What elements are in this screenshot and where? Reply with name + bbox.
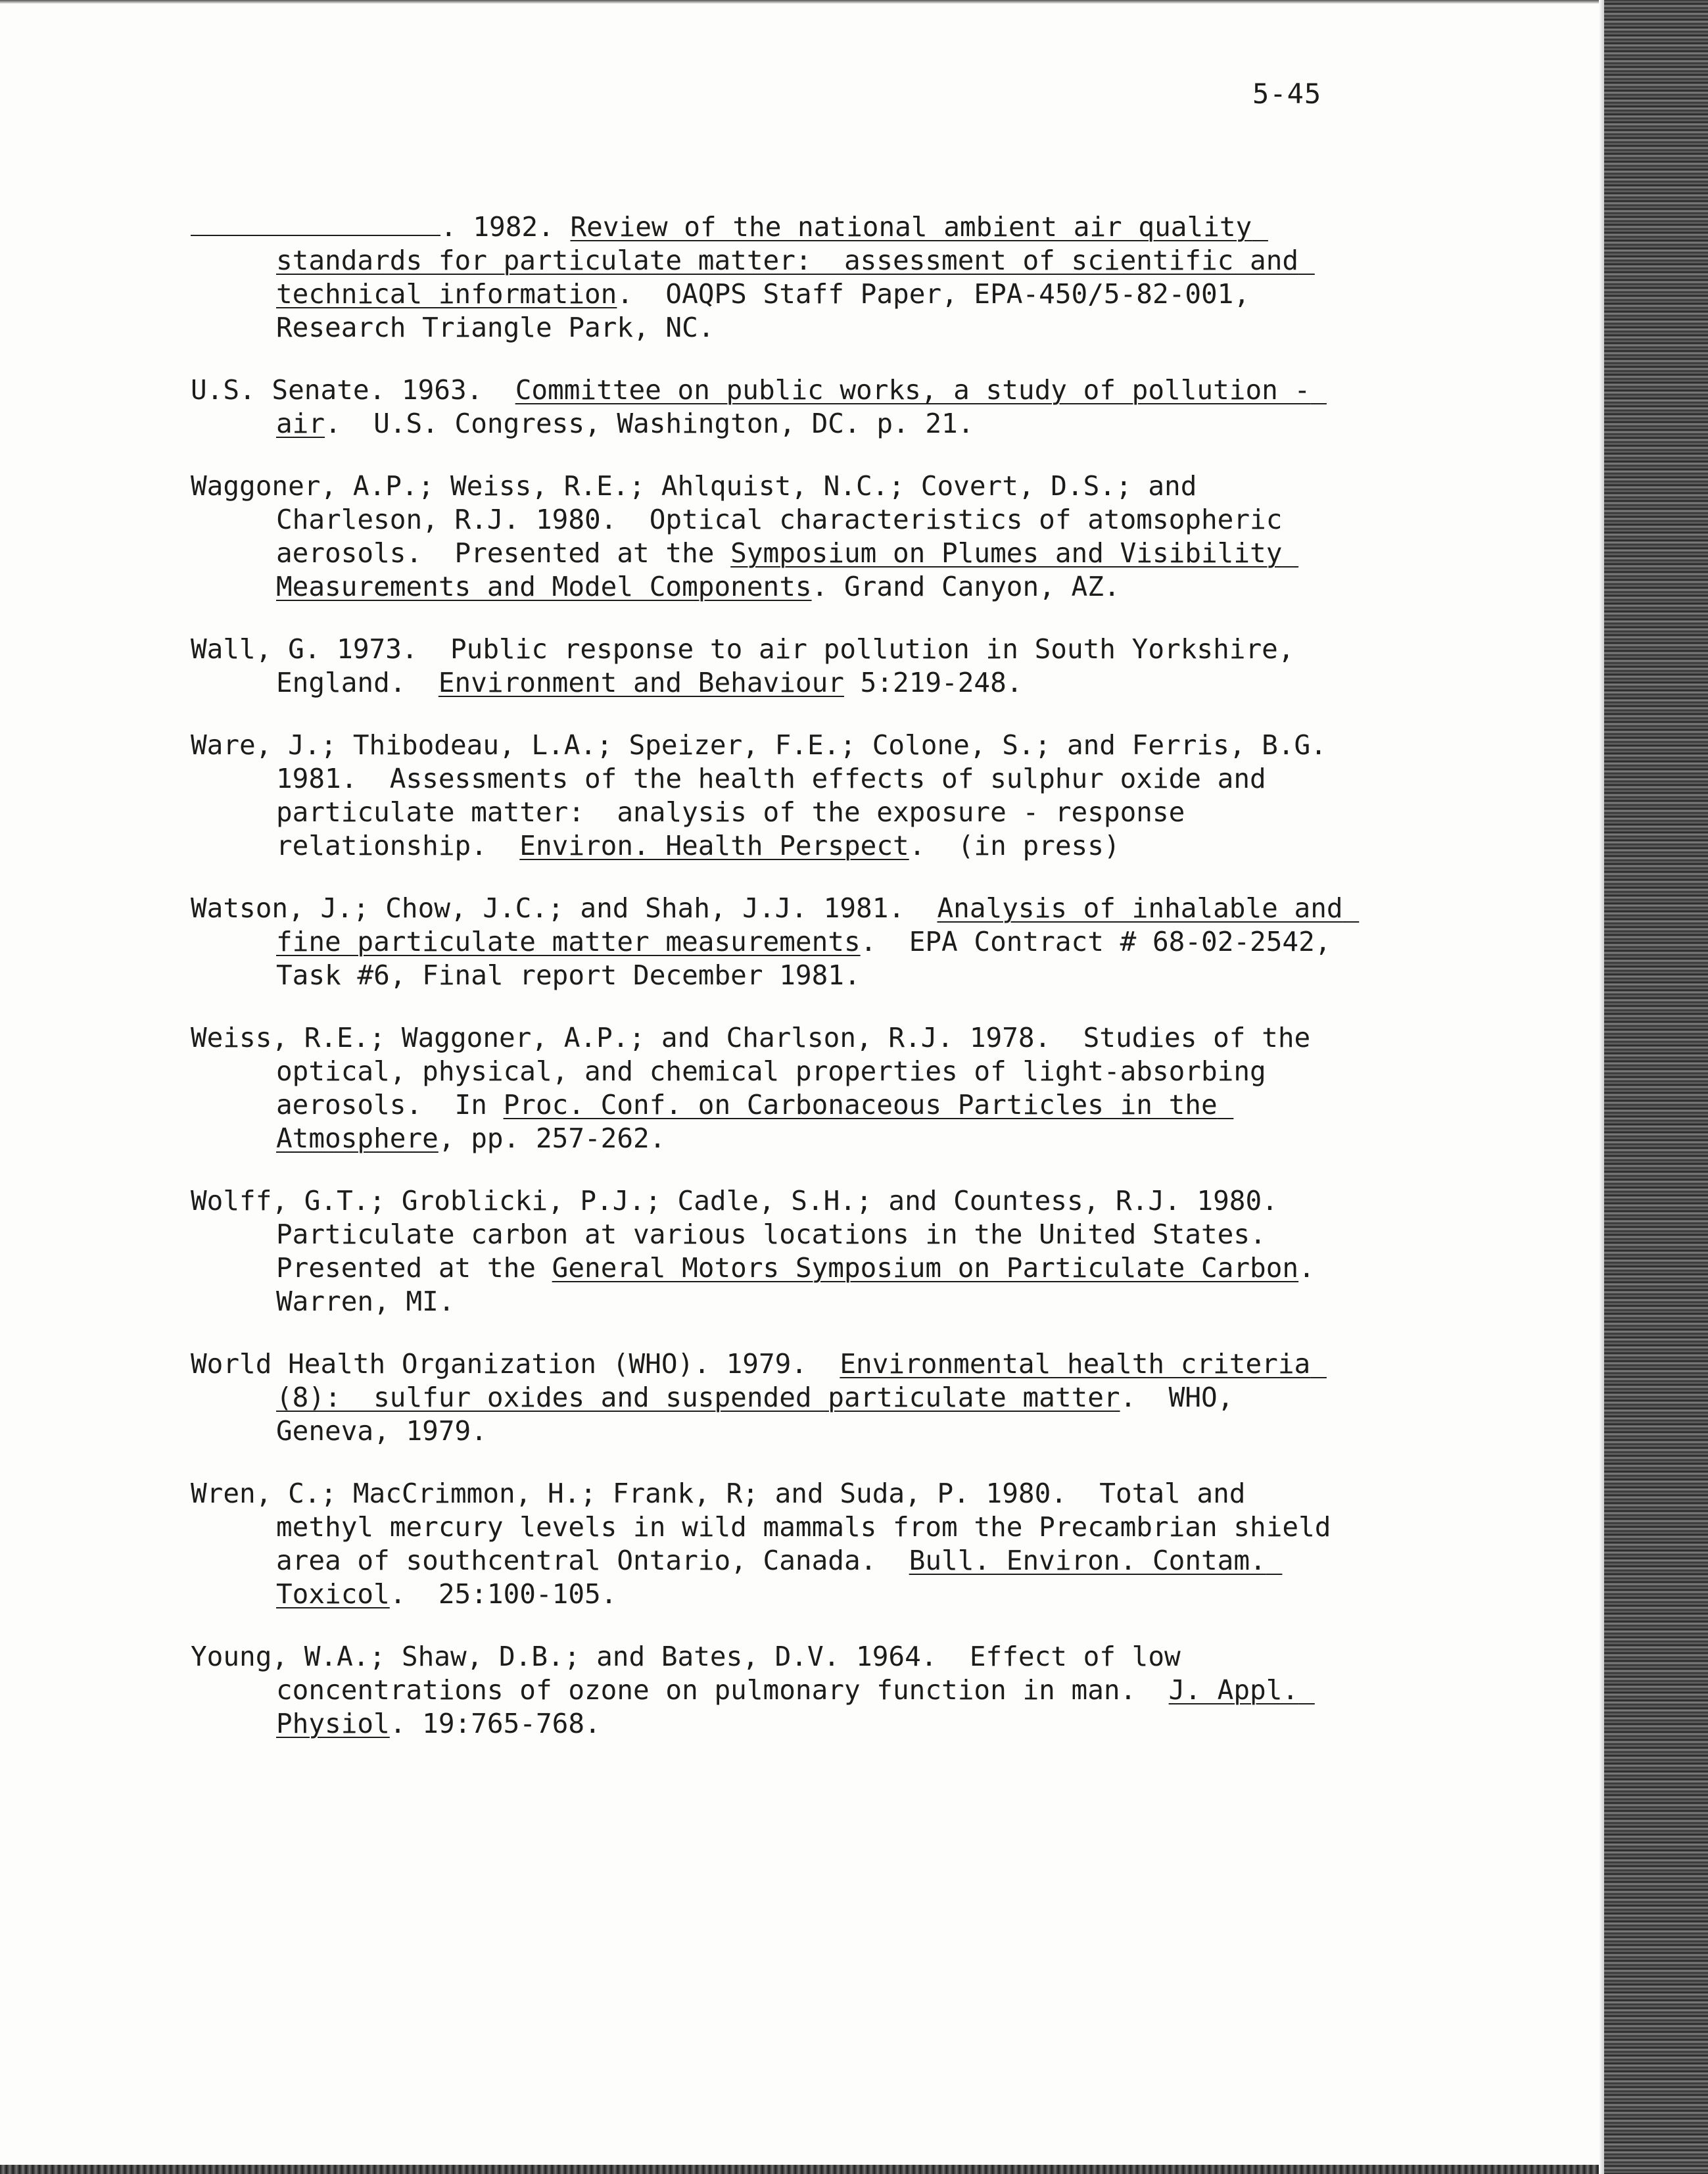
author-repeat-rule — [191, 234, 440, 236]
reference-text: U.S. Senate. 1963. — [191, 374, 515, 406]
reference-text: . Grand Canyon, AZ. — [811, 571, 1120, 602]
reference-text: . WHO, Geneva, 1979. — [276, 1382, 1250, 1447]
reference-entry-weiss-1978 — [191, 1021, 1348, 1155]
reference-text: . OAQPS Staff Paper, EPA-450/5-82-001, Research Triangle Park, NC. — [276, 278, 1266, 343]
reference-text: . 19:765-768. — [389, 1708, 601, 1739]
reference-title: Analysis of inhalable and fine particulate matter measurements — [276, 892, 1360, 957]
reference-title: Proc. Conf. on Carbonaceous Particles in the Atmosphere — [276, 1089, 1234, 1154]
binding-shadow — [1604, 0, 1708, 2174]
reference-text: Wolff, G.T.; Groblicki, P.J.; Cadle, S.H.; and Countess, R.J. 1980. Particulate carbon at various locations in the United States. Presented at the — [191, 1185, 1294, 1284]
reference-text: , pp. 257-262. — [438, 1123, 666, 1154]
reference-entry-who-1979 — [191, 1347, 1348, 1448]
reference-text: World Health Organization (WHO). 1979. — [191, 1348, 840, 1380]
reference-text: Waggoner, A.P.; Weiss, R.E.; Ahlquist, N.C.; Covert, D.S.; and Charleson, R.J. 1980. Optical characteristics of atomsopheric aerosols. Presented at the — [191, 470, 1299, 569]
reference-entry-wall-1973 — [191, 633, 1348, 700]
reference-entry-epa-1982 — [191, 210, 1348, 345]
reference-title: Review of the national ambient air quality standards for particulate matter: assessment of scientific and technical information — [276, 211, 1315, 310]
reference-text: . 25:100-105. — [389, 1578, 617, 1610]
reference-text: Young, W.A.; Shaw, D.B.; and Bates, D.V. 1964. Effect of low concentrations of ozone on pulmonary function in man. — [191, 1641, 1197, 1706]
reference-text: . U.S. Congress, Washington, DC. p. 21. — [325, 408, 974, 439]
reference-title: Environmental health criteria (8): sulfur oxides and suspended particulate matter — [276, 1348, 1327, 1413]
page-number: 5-45 — [1252, 78, 1322, 110]
reference-entry-watson-1981 — [191, 892, 1360, 992]
reference-entry-waggoner-1980 — [191, 470, 1348, 604]
reference-title: Bull. Environ. Contam. Toxicol — [276, 1545, 1283, 1610]
reference-text: . EPA Contract # 68-02-2542, Task #6, Final report December 1981. — [276, 926, 1348, 991]
reference-text: . 1982. — [440, 211, 571, 243]
reference-text: Ware, J.; Thibodeau, L.A.; Speizer, F.E.; Colone, S.; and Ferris, B.G. 1981. Assessments of the health effects of sulphur oxide and particulate matter: analysis of the exposure - response relationship. — [191, 729, 1343, 861]
reference-entry-ware-1981 — [191, 729, 1348, 863]
reference-title: Environ. Health Perspect — [519, 830, 909, 861]
reference-list — [191, 210, 1360, 1770]
reference-text: Wren, C.; MacCrimmon, H.; Frank, R; and Suda, P. 1980. Total and methyl mercury levels in wild mammals from the Precambrian shield area of southcentral Ontario, Canada. — [191, 1478, 1348, 1576]
reference-text: . Warren, MI. — [276, 1252, 1331, 1317]
reference-title: J. Appl. Physiol — [276, 1674, 1315, 1739]
reference-title: Symposium on Plumes and Visibility Measurements and Model Components — [276, 537, 1299, 602]
page-bottom-edge — [0, 2165, 1604, 2174]
reference-text: Wall, G. 1973. Public response to air pollution in South Yorkshire, England. — [191, 633, 1311, 698]
reference-text: 5:219-248. — [843, 667, 1023, 698]
reference-text: Watson, J.; Chow, J.C.; and Shah, J.J. 1981. — [191, 892, 937, 924]
reference-title: Environment and Behaviour — [438, 667, 844, 698]
reference-entry-wolff-1980 — [191, 1184, 1348, 1318]
reference-entry-us-senate-1963 — [191, 374, 1348, 441]
reference-entry-wren-1980 — [191, 1477, 1348, 1611]
reference-text: . (in press) — [909, 830, 1120, 861]
reference-text: Weiss, R.E.; Waggoner, A.P.; and Charlson, R.J. 1978. Studies of the optical, physical, and chemical properties of light-absorbing aerosols. In — [191, 1022, 1327, 1121]
page-top-edge — [0, 0, 1604, 4]
reference-title: Committee on public works, a study of pollution - air — [276, 374, 1327, 439]
page-binding-edge — [1599, 0, 1604, 2174]
reference-entry-young-1964 — [191, 1640, 1348, 1741]
reference-title: General Motors Symposium on Particulate Carbon — [552, 1252, 1299, 1284]
